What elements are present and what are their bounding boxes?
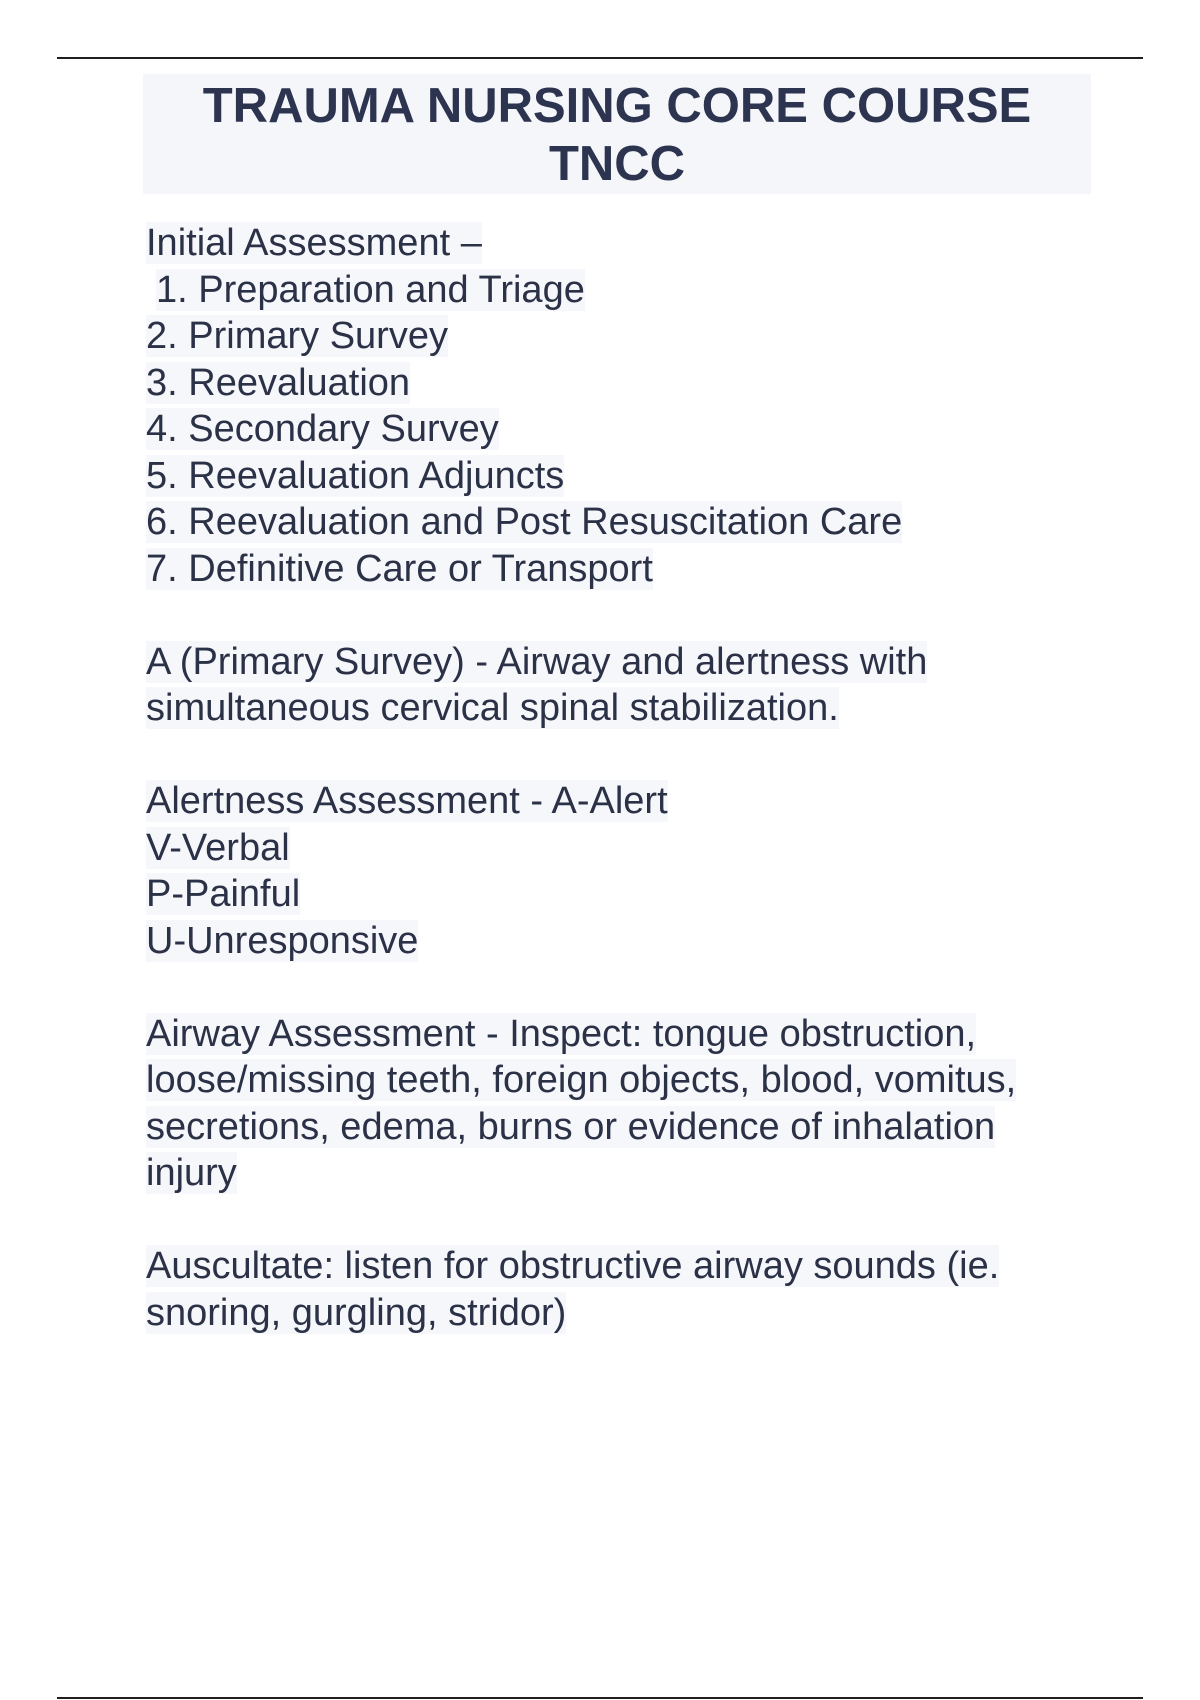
top-divider bbox=[57, 57, 1143, 59]
primary-survey-line-1: A (Primary Survey) - Airway and alertness with bbox=[146, 640, 928, 683]
assessment-step-6: 6. Reevaluation and Post Resuscitation Care bbox=[146, 501, 903, 543]
document-body bbox=[146, 220, 1106, 1336]
paragraph-gap bbox=[146, 1197, 1106, 1244]
title-line-2: TNCC bbox=[548, 137, 686, 191]
auscultate-line-2: snoring, gurgling, stridor) bbox=[146, 1291, 567, 1334]
airway-line-4: injury bbox=[146, 1152, 237, 1194]
airway-line-1: Airway Assessment - Inspect: tongue obstruction, bbox=[146, 1012, 977, 1055]
document-title bbox=[143, 74, 1091, 194]
assessment-step-3: 3. Reevaluation bbox=[146, 361, 411, 404]
assessment-step-1: 1. Preparation and Triage bbox=[156, 268, 585, 311]
alertness-line-3: P-Painful bbox=[146, 873, 301, 915]
airway-line-2: loose/missing teeth, foreign objects, blood, vomitus, bbox=[146, 1059, 1017, 1101]
paragraph-gap bbox=[146, 964, 1106, 1011]
airway-line-3: secretions, edema, burns or evidence of inhalation bbox=[146, 1105, 996, 1148]
assessment-step-2: 2. Primary Survey bbox=[146, 315, 448, 357]
title-line-1: TRAUMA NURSING CORE COURSE bbox=[202, 79, 1032, 133]
paragraph-gap bbox=[146, 592, 1106, 639]
bottom-divider bbox=[57, 1697, 1143, 1699]
initial-assessment-heading: Initial Assessment – bbox=[146, 222, 482, 264]
primary-survey-line-2: simultaneous cervical spinal stabilization. bbox=[146, 687, 839, 729]
assessment-step-5: 5. Reevaluation Adjuncts bbox=[146, 454, 565, 497]
assessment-step-7: 7. Definitive Care or Transport bbox=[146, 547, 653, 590]
alertness-line-2: V-Verbal bbox=[146, 826, 290, 869]
auscultate-line-1: Auscultate: listen for obstructive airway sounds (ie. bbox=[146, 1245, 1000, 1287]
paragraph-gap bbox=[146, 732, 1106, 779]
alertness-line-4: U-Unresponsive bbox=[146, 919, 419, 962]
alertness-line-1: Alertness Assessment - A-Alert bbox=[146, 780, 668, 822]
assessment-step-4: 4. Secondary Survey bbox=[146, 408, 499, 450]
